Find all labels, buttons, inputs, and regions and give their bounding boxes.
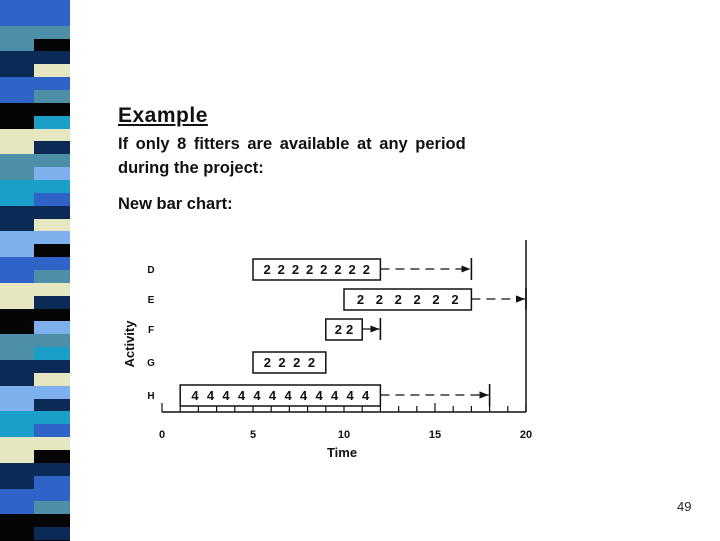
resource-value: 4	[237, 388, 246, 403]
y-axis-title: Activity	[122, 320, 137, 368]
resource-value: 4	[222, 388, 230, 403]
resource-value: 2	[375, 292, 383, 307]
resource-value: 2	[413, 292, 421, 307]
resource-value: 2	[334, 262, 342, 277]
resource-value: 2	[394, 292, 402, 307]
resource-value: 2	[277, 262, 285, 277]
resource-value: 2	[334, 322, 343, 337]
activity-bar-d	[253, 259, 380, 280]
slide-number: 49	[677, 499, 692, 514]
resource-value: 2	[293, 355, 301, 370]
resource-value: 2	[278, 355, 286, 370]
slide-text-line-3: New bar chart:	[118, 195, 233, 213]
resource-value: 4	[206, 388, 215, 403]
resource-value: 4	[299, 388, 308, 403]
activity-label-g: G	[147, 358, 155, 369]
resource-value: 4	[268, 388, 277, 403]
x-tick-label: 10	[337, 429, 351, 441]
x-tick-label: 5	[249, 429, 257, 441]
activity-label-f: F	[147, 325, 155, 336]
slide-text-line-1: If only 8 fitters are available at any period	[118, 135, 466, 153]
slide-text-line-2: during the project:	[118, 159, 264, 177]
resource-value: 2	[320, 262, 328, 277]
x-tick-label: 0	[158, 429, 166, 441]
x-tick-label: 20	[519, 429, 533, 441]
resource-value: 2	[307, 355, 316, 370]
resource-value: 2	[345, 322, 354, 337]
slide-heading: Example	[118, 104, 208, 127]
resource-value: 4	[346, 388, 354, 403]
resource-value: 4	[330, 388, 339, 403]
resource-value: 2	[291, 262, 300, 277]
resource-value: 4	[253, 388, 261, 403]
resource-value: 2	[451, 292, 459, 307]
resource-value: 4	[191, 388, 199, 403]
x-axis-title: Time	[326, 445, 358, 460]
resource-value: 4	[315, 388, 323, 403]
x-tick-label: 15	[428, 429, 442, 441]
resource-value: 2	[432, 292, 440, 307]
resource-value: 2	[263, 355, 271, 370]
resource-value: 2	[305, 262, 314, 277]
resource-value: 2	[356, 292, 365, 307]
activity-label-d: D	[147, 265, 155, 276]
resource-value: 4	[362, 388, 370, 403]
activity-label-h: H	[147, 391, 155, 402]
activity-label-e: E	[147, 295, 155, 306]
resource-value: 4	[284, 388, 292, 403]
activity-bar-f	[326, 319, 362, 340]
resource-value: 2	[263, 262, 271, 277]
resource-value: 2	[362, 262, 370, 277]
resource-value: 2	[348, 262, 356, 277]
